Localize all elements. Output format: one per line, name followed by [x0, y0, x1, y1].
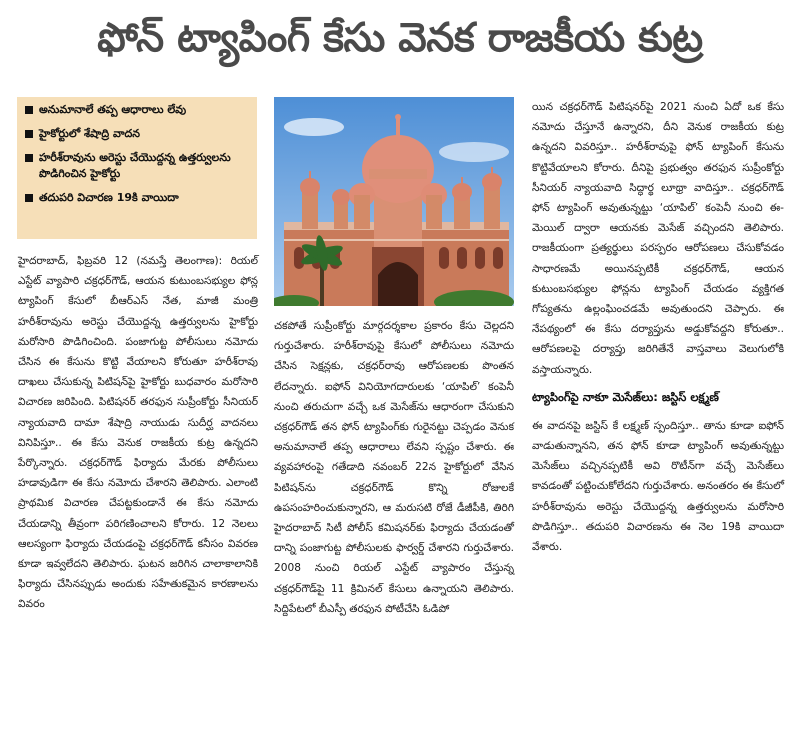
article-column-1: [18, 251, 258, 615]
highlight-text: అనుమానాలే తప్ప ఆధారాలు లేవు: [39, 103, 187, 116]
article-column-2: [274, 316, 514, 619]
article-column-3: [532, 97, 784, 557]
highlight-item: [25, 126, 249, 142]
square-bullet-icon: [25, 194, 33, 202]
highlight-item: [25, 150, 249, 182]
highlights-box: [17, 97, 257, 239]
square-bullet-icon: [25, 130, 33, 138]
highlight-text: తదుపరి విచారణ 19కి వాయిదా: [39, 191, 179, 204]
article-paragraph: ఈ వాదనపై జస్టిస్ కే లక్ష్మణ్ స్పందిస్తూ.. తాను కూడా ఐఫోన్ వాడుతున్నానని, తన ఫోన్ కూడా ట్యాపింగ్ అవుతున్నట్టు మెసేజ్‌లు వచ్చినప్పటికీ అవి రొటీన్‌గా వచ్చే మెసేజ్‌లు కావడంతో పట్టించుకోలేదని గుర్తుచేశారు. అనంతరం ఈ కేసులో హరీశ్‌రావును అరెస్టు చేయొద్దన్న ఉత్తర్వులను మరోసారి పొడిగిస్తూ.. తదుపరి విచారణను ఈ నెల 19కి వాయిదా వేశారు.: [532, 419, 784, 554]
highlight-item: [25, 190, 249, 206]
highlight-text: హైకోర్టులో శేషాద్రి వాదన: [39, 127, 140, 140]
square-bullet-icon: [25, 154, 33, 162]
article-paragraph: చకపోతే సుప్రీంకోర్టు మార్గదర్శకాల ప్రకారం కేసు చెల్లదని గుర్తుచేశారు. హరీశ్‌రావుపై కేసులో పోలీసులు నమోదు చేసిన సెక్షన్లకు, చక్రధర్‌రావు ఆరోపణలకు పొంతన లేదన్నారు. ఐఫోన్ వినియోగదారులకు ‘యాపిల్’ కంపెనీ నుంచి తరుచుగా వచ్చే ఒక మెసేజ్‌ను ఆధారంగా చేసుకుని చక్రధర్‌గౌడ్ తన ఫోన్ ట్యాపింగ్‌కు గురైనట్టు చెప్పడం వెనుక అనుమానాలే తప్ప ఆధారాలు లేవని స్పష్టం చేశారు. ఈ వ్యవహారంపై గతేడాది నవంబర్ 22న హైకోర్టులో వేసిన పిటిషన్‌ను చక్రధర్‌గౌడ్ కొన్ని రోజులకే ఉపసంహరించుకున్నారని, ఆ మరుసటి రోజే డీజీపీకి, తిరిగి హైదరాబాద్ సిటీ పోలీస్ కమిషనర్‌కు ఫిర్యాదు చేయడంతో దాన్ని పంజాగుట్ట పోలీసులకు ఫార్వర్డ్ చేశారని గుర్తుచేశారు. 2008 నుంచి రియల్ ఎస్టేట్ వ్యాపారం చేస్తున్న చక్రధర్‌గౌడ్‌పై 11 క్రిమినల్ కేసులు ఉన్నాయని తెలిపారు. సిద్దిపేటలో బీఎస్పీ తరఫున పోటీచేసి ఓడిపో: [274, 320, 514, 615]
high-court-photo: [274, 97, 514, 306]
highlight-text: హరీశ్‌రావును అరెస్టు చేయొద్దన్న ఉత్తర్వులను పొడిగించిన హైకోర్టు: [39, 151, 231, 180]
square-bullet-icon: [25, 106, 33, 114]
article-paragraph: యిన చక్రధర్‌గౌడ్ పిటిషనర్‌పై 2021 నుంచి ఏదో ఒక కేసు నమోదు చేస్తూనే ఉన్నారని, దీని వెనుక రాజకీయ కుట్ర ఉన్నదని వివరిస్తూ.. హరీశ్‌రావుపై ఫోన్ ట్యాపింగ్ కేసును కొట్టివేయాలని కోరారు. దీనిపై ప్రభుత్వం తరఫున సుప్రీంకోర్టు సీనియర్ న్యాయవాది సిద్ధార్థ లూథ్రా వాదిస్తూ.. చక్రధర్‌గౌడ్ ఫోన్ ట్యాపింగ్ అవుతున్నట్టు ‘యాపిల్’ కంపెనీ నుంచి ఈ-మెయిల్ ద్వారా ఆయనకు మెసేజ్ వచ్చిందని తెలిపారు. రాజకీయంగా ప్రత్యర్థులు పరస్పరం ఆరోపణలు చేసుకోవడం సాధారణమే అయినప్పటికీ చక్రధర్‌గౌడ్, ఆయన కుటుంబసభ్యుల ఫోన్లను ట్యాపింగ్ చేయడం వ్యక్తిగత గోప్యతను ఉల్లంఘించడమే అవుతుందని చెప్పారు. ఈ నేపథ్యంలో ఈ కేసు దర్యాప్తును అడ్డుకోవద్దని కోరుతూ.. ఆరోపణలపై దర్యాప్తు జరిగితేనే వాస్తవాలు వెలుగులోకి వస్తాయన్నారు.: [532, 101, 784, 376]
high-court-illustration: [274, 97, 514, 306]
article-subheading: ట్యాపింగ్‌పై నాకూ మెసేజ్‌లు: జస్టిస్ లక్ష్మణ్: [532, 389, 719, 404]
highlight-item: [25, 102, 249, 118]
article-paragraph: హైదరాబాద్, ఫిబ్రవరి 12 (నమస్తే తెలంగాణ): రియల్ ఎస్టేట్ వ్యాపారి చక్రధర్‌గౌడ్, ఆయన కుటుంబసభ్యుల ఫోన్ల ట్యాపింగ్ కేసులో బీఆర్‌ఎస్ నేత, మాజీ మంత్రి హరీశ్‌రావును అరెస్టు చేయొద్దన్న ఉత్తర్వులను హైకోర్టు మరోసారి పొడిగించింది. పంజాగుట్ట పోలీసులు నమోదు చేసిన ఈ కేసును కొట్టి వేయాలని కోరుతూ హరీశ్‌రావు దాఖలు చేసుకున్న పిటిషన్‌పై హైకోర్టు బుధవారం మరోసారి విచారణ జరిపింది. పిటిషనర్ తరఫున సుప్రీంకోర్టు సీనియర్ న్యాయవాది దామా శేషాద్రి నాయుడు సుదీర్ఘ వాదనలు వినిపిస్తూ.. ఈ కేసు వెనుక రాజకీయ కుట్ర ఉన్నదని పేర్కొన్నారు. చక్రధర్‌గౌడ్ ఫిర్యాదు మేరకు పోలీసులు హడావుడిగా ఈ కేసు నమోదు చేశారని తెలిపారు. ఎలాంటి ప్రాథమిక విచారణ చేపట్టకుండానే ఈ కేసు నమోదు చేయడాన్ని తీవ్రంగా పరిగణించాలని కోరారు. 12 నెలలు ఆలస్యంగా ఫిర్యాదు చేయడంపై చక్రధర్‌గౌడ్ కనీసం వివరణ కూడా ఇవ్వలేదని తెలిపారు. ఘటన జరిగిన చాలాకాలానికి ఫిర్యాదు చేసినప్పుడు అందుకు సహేతుకమైన కారణాలను వివరం: [18, 255, 258, 611]
article-headline: ఫోన్ ట్యాపింగ్ కేసు వెనక రాజకీయ కుట్ర: [97, 15, 703, 61]
